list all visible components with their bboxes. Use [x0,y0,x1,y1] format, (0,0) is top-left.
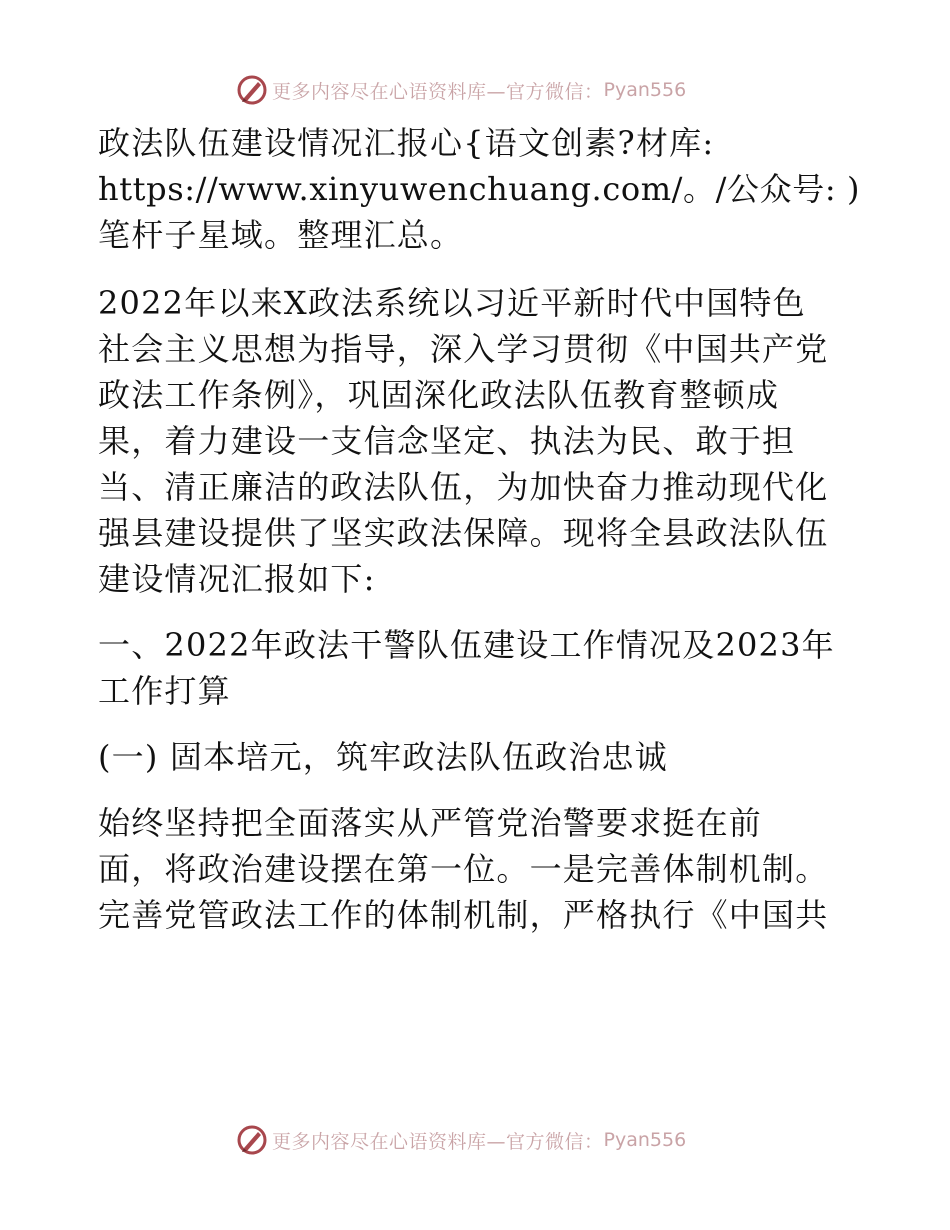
watermark-text: 更多内容尽在心语资料库—官方微信： [272,1130,604,1153]
document-body [98,120,861,958]
intro-line-2: https://www.xinyuwenchuang.com/。/公众号: ) [98,170,861,208]
pen-logo-icon [236,1124,268,1156]
pen-logo-icon [236,74,268,106]
paragraph-line: 社会主义思想为指导，深入学习贯彻《中国共产党 [98,330,829,368]
paragraph-line: 强县建设提供了坚实政法保障。现将全县政法队伍 [98,514,829,552]
watermark-brand: Pyan556 [603,79,687,101]
watermark-footer [236,1124,686,1156]
heading-line: 一、2022年政法干警队伍建设工作情况及2023年 [98,626,835,664]
watermark-brand: Pyan556 [603,1129,687,1151]
section-heading-1 [98,622,858,714]
intro-paragraph [98,120,861,258]
heading-line: 工作打算 [98,672,231,710]
subheading-line: (一) 固本培元，筑牢政法队伍政治忠诚 [98,738,668,776]
paragraph-line: 政法工作条例》，巩固深化政法队伍教育整顿成 [98,376,780,414]
paragraph-line: 当、清正廉洁的政法队伍，为加快奋力推动现代化 [98,468,829,506]
paragraph-line: 2022年以来X政法系统以习近平新时代中国特色 [98,284,806,322]
intro-line-3: 笔杆子星域。整理汇总。 [98,216,464,254]
subsection-heading-1 [98,734,858,780]
paragraph-overview [98,280,858,602]
paragraph-line: 面，将政治建设摆在第一位。一是完善体制机制。 [98,850,829,888]
paragraph-line: 果，着力建设一支信念坚定、执法为民、敢于担 [98,422,796,460]
paragraph-line: 完善党管政法工作的体制机制，严格执行《中国共 [98,896,829,934]
paragraph-political-building [98,800,858,938]
watermark-header [236,74,686,106]
intro-line-1: 政法队伍建设情况汇报心{语文创素?材库: [98,124,715,162]
paragraph-line: 始终坚持把全面落实从严管党治警要求挺在前 [98,804,763,842]
paragraph-line: 建设情况汇报如下: [98,560,376,598]
watermark-text: 更多内容尽在心语资料库—官方微信： [272,80,604,103]
